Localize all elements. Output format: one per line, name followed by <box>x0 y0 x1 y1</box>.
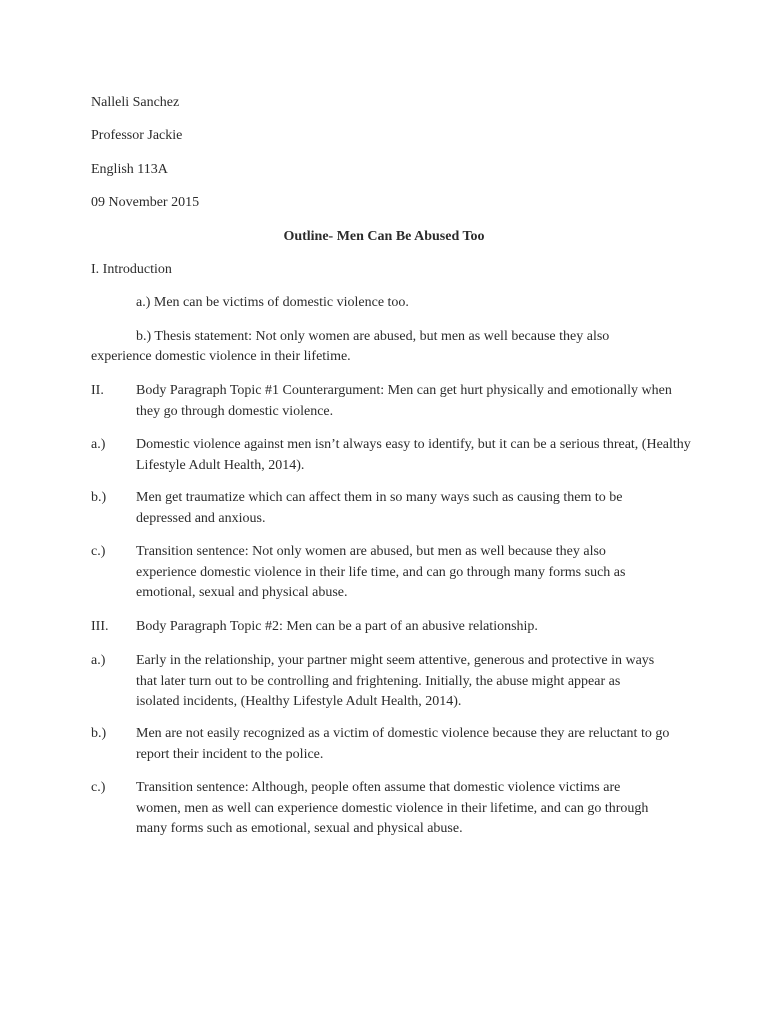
section-2-item-a-label: a.) <box>91 437 106 452</box>
section-2-number: II. <box>91 383 104 398</box>
section-1-item-b-continuation: experience domestic violence in their lifetime. <box>91 349 351 364</box>
section-2-text: Body Paragraph Topic #1 Counterargument: Men can get hurt physically and emotionally when they go through domestic violence. <box>136 383 672 419</box>
section-3-number: III. <box>91 619 109 634</box>
section-3-item-b-text: Men are not easily recognized as a victim of domestic violence because they are reluctant to go report their incident to the police. <box>136 726 670 762</box>
section-1-item-a: a.) Men can be victims of domestic violence too. <box>136 295 409 310</box>
section-2-item-c-text: Transition sentence: Not only women are abused, but men as well because they also experience domestic violence in their life time, and can go through many forms such as emotional, sexual and physical abuse. <box>136 544 626 600</box>
section-3-item-c-label: c.) <box>91 780 106 795</box>
course-name: English 113A <box>91 162 168 177</box>
section-2-item-b-text: Men get traumatize which can affect them in so many ways such as causing them to be depressed and anxious. <box>136 490 623 526</box>
section-2-item-b-label: b.) <box>91 490 107 505</box>
professor-name: Professor Jackie <box>91 128 183 143</box>
section-3-item-a-text: Early in the relationship, your partner might seem attentive, generous and protective in ways that later turn out to be controlling and frightening. Initially, the abuse might appear as isolated incidents, (Healthy Lifestyle Adult Health, 2014). <box>136 653 655 709</box>
document-title: Outline- Men Can Be Abused Too <box>283 229 485 244</box>
section-3-text: Body Paragraph Topic #2: Men can be a part of an abusive relationship. <box>136 619 538 634</box>
section-3-item-b-label: b.) <box>91 726 107 741</box>
section-1-heading: I. Introduction <box>91 262 172 277</box>
author-name: Nalleli Sanchez <box>91 95 180 110</box>
section-1-item-b-first-line: b.) Thesis statement: Not only women are abused, but men as well because they also <box>136 329 610 344</box>
section-3-item-c-text: Transition sentence: Although, people often assume that domestic violence victims are women, men as well can experience domestic violence in their lifetime, and can go through many forms such as emotional, sexual and physical abuse. <box>136 780 649 836</box>
section-2-item-c-label: c.) <box>91 544 106 559</box>
section-3-item-a-label: a.) <box>91 653 106 668</box>
document-date: 09 November 2015 <box>91 195 200 210</box>
section-2-item-a-text: Domestic violence against men isn’t always easy to identify, but it can be a serious threat, (Healthy Lifestyle Adult Health, 2014). <box>136 437 691 473</box>
